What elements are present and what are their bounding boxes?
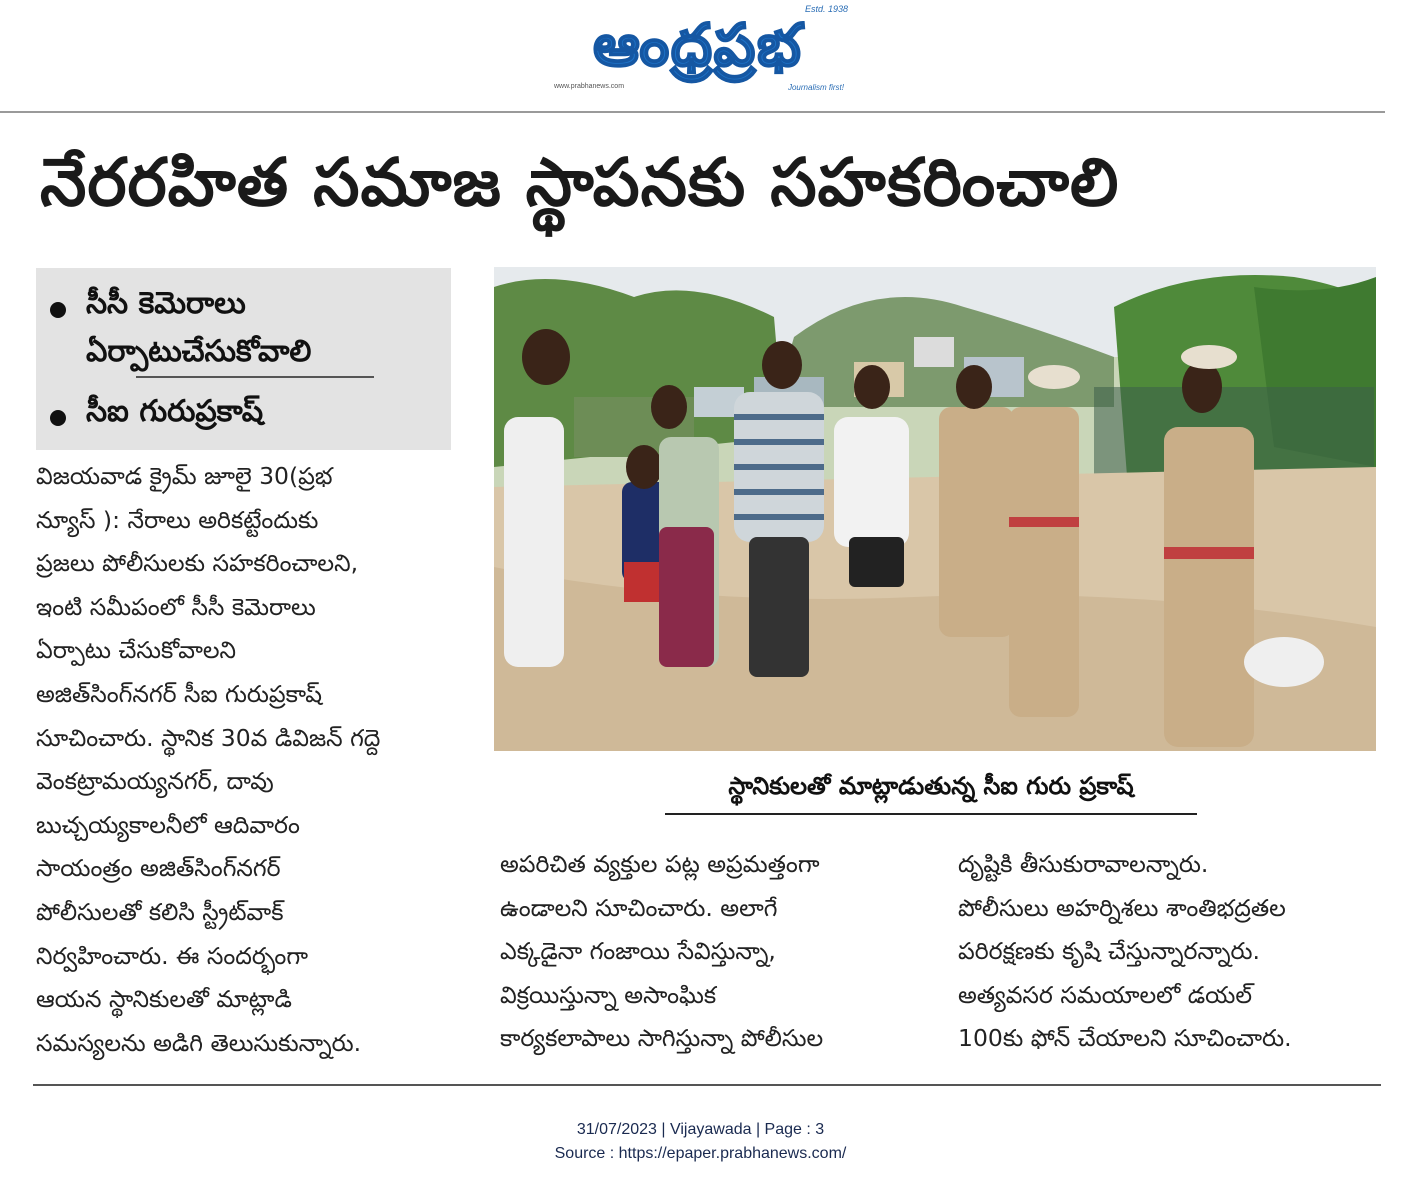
page-footer — [0, 1118, 1401, 1166]
article-photo — [494, 267, 1376, 751]
article-headline: నేరరహిత సమాజ స్థాపనకు సహకరించాలి — [40, 144, 1120, 221]
logo-estd: Estd. 1938 — [804, 4, 848, 14]
bullet-icon — [50, 302, 66, 318]
masthead-divider — [0, 111, 1385, 113]
footer-source-link[interactable]: Source : https://epaper.prabhanews.com/ — [554, 1145, 847, 1162]
photo-caption: స్థానికులతో మాట్లాడుతున్న సీఐ గురు ప్రకాష్ — [728, 772, 1134, 800]
highlight-item — [50, 280, 311, 376]
article-column-right: దృష్టికి తీసుకురావాలన్నారు. పోలీసులు అహర్నిశలు శాంతిభద్రతల పరిరక్షణకు కృషి చేస్తున్నారన్నారు. అత్యవసర సమయాలలో డయల్ 100కు ఫోన్ చేయాలని సూచించారు. — [958, 850, 1292, 1053]
footer-edition-info: 31/07/2023 | Vijayawada | Page : 3 — [576, 1121, 825, 1138]
logo-wordmark: ఆంధ్రప్రభ — [593, 11, 803, 79]
photo-scene — [494, 267, 1376, 751]
footer-divider — [33, 1084, 1381, 1086]
article-column-left: విజయవాడ క్రైమ్ జూలై 30(ప్రభ న్యూస్ ): నేరాలు అరికట్టేందుకు ప్రజలు పోలీసులకు సహకరించాలని, ఇంటి సమీపంలో సీసీ కెమెరాలు ఏర్పాటు చేసుకోవాలని అజిత్‌సింగ్‌నగర్ సీఐ గురుప్రకాష్ సూచించారు. స్థానిక 30వ డివిజన్ గద్దె వెంకట్రామయ్యనగర్, దావు బుచ్చయ్యకాలనీలో ఆదివారం సాయంత్రం అజిత్‌సింగ్‌నగర్ పోలీసులతో కలిసి స్ట్రీట్‌వాక్ నిర్వహించారు. ఈ సందర్భంగా ఆయన స్థానికులతో మాట్లాడి సమస్యలను అడిగి తెలుసుకున్నారు. — [36, 462, 381, 1057]
bullet-icon — [50, 410, 66, 426]
logo-url: www.prabhanews.com — [554, 83, 625, 90]
highlights-box — [36, 268, 451, 450]
highlights-divider — [136, 376, 374, 378]
highlight-item — [50, 388, 263, 436]
masthead — [0, 0, 1401, 112]
highlight-text: సీఐ గురుప్రకాష్ — [86, 394, 264, 429]
newspaper-logo — [548, 4, 848, 92]
article-column-middle: అపరిచిత వ్యక్తుల పట్ల అప్రమత్తంగా ఉండాలని సూచించారు. అలాగే ఎక్కడైనా గంజాయి సేవిస్తున్నా, విక్రయిస్తున్నా అసాంఘిక కార్యకలాపాలు సాగిస్తున్నా పోలీసుల — [500, 850, 824, 1053]
caption-underline — [665, 813, 1197, 815]
logo-tagline: Journalism first! — [787, 83, 844, 92]
highlight-text: సీసీ కెమెరాలు ఏర్పాటుచేసుకోవాలి — [86, 286, 312, 369]
